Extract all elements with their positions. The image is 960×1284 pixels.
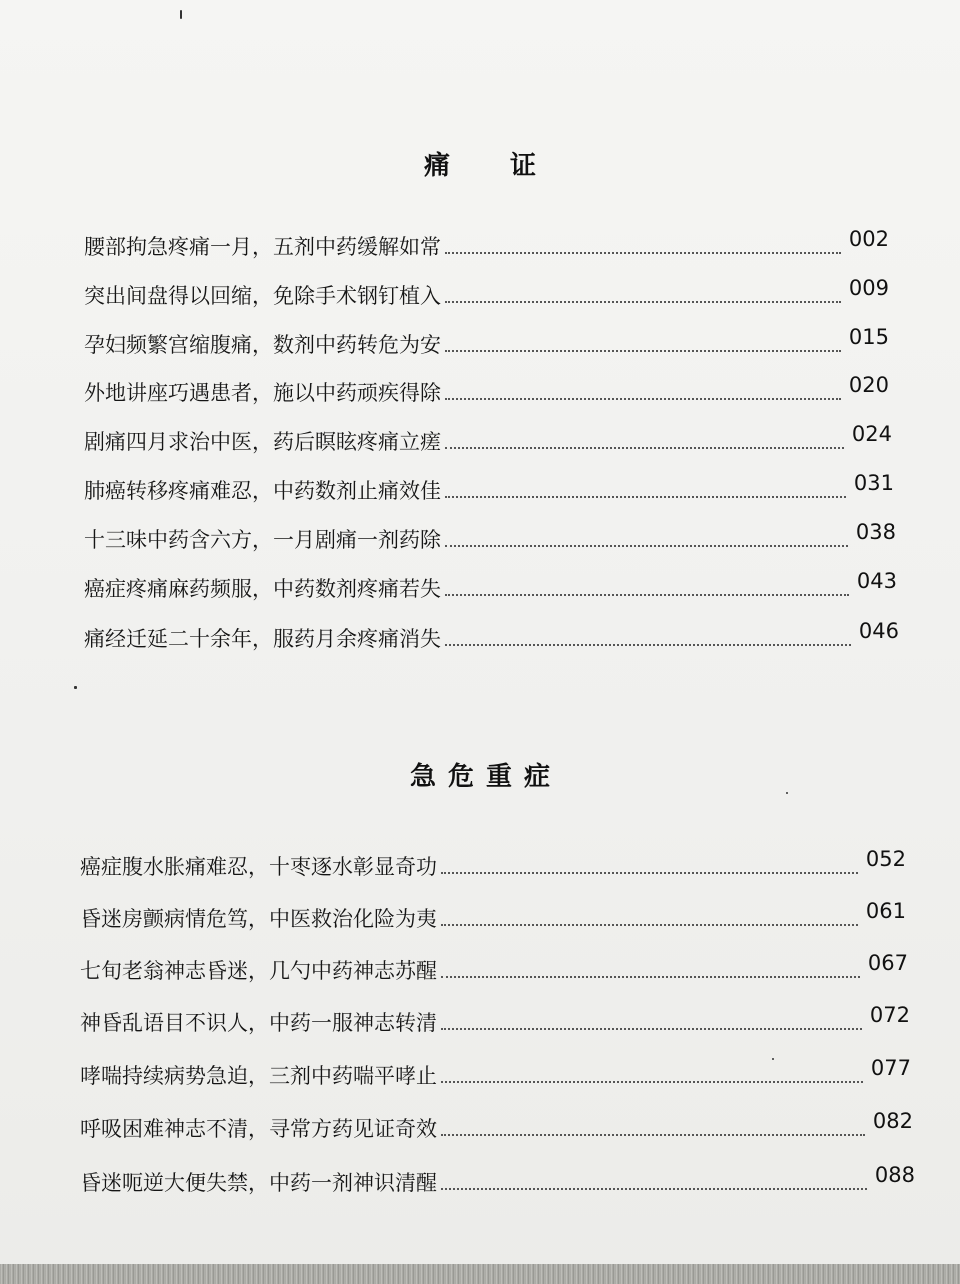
dot-leader — [441, 1081, 863, 1083]
dot-leader — [445, 594, 849, 596]
dot-leader — [441, 1028, 862, 1030]
section-title-pain — [0, 145, 960, 182]
section-title-char: 危 — [447, 762, 474, 792]
print-speck — [772, 1058, 774, 1060]
toc-entry-page: 024 — [851, 422, 892, 446]
toc-entry[interactable] — [80, 1002, 910, 1036]
dot-leader — [445, 496, 846, 498]
toc-entry-title: 肺癌转移疼痛难忍，中药数剂止痛效佳 — [84, 479, 441, 503]
toc-entry-page: 043 — [856, 569, 897, 593]
toc-entry-title: 呼吸困难神志不清，寻常方药见证奇效 — [80, 1117, 437, 1141]
dot-leader — [441, 1188, 867, 1190]
toc-entry-page: 088 — [874, 1163, 915, 1187]
toc-entry-page: 038 — [855, 520, 896, 544]
toc-entry[interactable] — [80, 950, 908, 984]
toc-entry[interactable] — [84, 372, 889, 406]
toc-entry-title: 哮喘持续病势急迫，三剂中药喘平哮止 — [80, 1064, 437, 1088]
toc-entry-title: 神昏乱语目不识人，中药一服神志转清 — [80, 1011, 437, 1035]
print-speck — [180, 10, 182, 19]
toc-entry[interactable] — [80, 1055, 911, 1089]
toc-entry-title: 突出间盘得以回缩，免除手术钢钉植入 — [84, 284, 441, 308]
toc-entry-title: 痛经迁延二十余年，服药月余疼痛消失 — [84, 627, 441, 651]
toc-entry[interactable] — [84, 421, 892, 455]
toc-entry[interactable] — [84, 618, 899, 652]
toc-entry[interactable] — [80, 1162, 915, 1196]
section-title-char: 症 — [524, 762, 551, 792]
section-title-char: 急 — [409, 762, 436, 792]
dot-leader — [441, 924, 858, 926]
dot-leader — [445, 350, 841, 352]
dot-leader — [445, 447, 844, 449]
toc-entry-page: 067 — [867, 951, 908, 975]
toc-entry[interactable] — [80, 846, 906, 880]
toc-entry-title: 昏迷呃逆大便失禁，中药一剂神识清醒 — [80, 1171, 437, 1195]
toc-entry[interactable] — [84, 226, 889, 260]
toc-entry-title: 七旬老翁神志昏迷，几勺中药神志苏醒 — [80, 959, 437, 983]
toc-entry-title: 剧痛四月求治中医，药后瞑眩疼痛立瘥 — [84, 430, 441, 454]
dot-leader — [441, 976, 860, 978]
dot-leader — [445, 398, 841, 400]
dot-leader — [445, 545, 848, 547]
scan-edge — [0, 1264, 960, 1284]
dot-leader — [445, 252, 841, 254]
toc-entry[interactable] — [80, 898, 906, 932]
toc-entry-page: 015 — [848, 325, 889, 349]
dot-leader — [445, 301, 841, 303]
toc-entry[interactable] — [80, 1108, 913, 1142]
toc-entry[interactable] — [84, 568, 897, 602]
section-title-emergency — [0, 756, 960, 793]
toc-entry-page: 077 — [870, 1056, 911, 1080]
toc-entry[interactable] — [84, 275, 889, 309]
toc-entry-title: 癌症疼痛麻药频服，中药数剂疼痛若失 — [84, 577, 441, 601]
toc-entry-page: 082 — [872, 1109, 913, 1133]
dot-leader — [445, 644, 851, 646]
section-title-char: 证 — [510, 151, 537, 181]
toc-entry-page: 052 — [865, 847, 906, 871]
section-title-char: 痛 — [423, 151, 450, 181]
toc-entry-title: 孕妇频繁宫缩腹痛，数剂中药转危为安 — [84, 333, 441, 357]
toc-entry[interactable] — [84, 324, 889, 358]
toc-entry-title: 癌症腹水胀痛难忍，十枣逐水彰显奇功 — [80, 855, 437, 879]
toc-entry-page: 046 — [858, 619, 899, 643]
toc-entry-title: 腰部拘急疼痛一月，五剂中药缓解如常 — [84, 235, 441, 259]
toc-entry-page: 061 — [865, 899, 906, 923]
toc-entry-page: 020 — [848, 373, 889, 397]
dot-leader — [441, 872, 858, 874]
section-title-char: 重 — [486, 762, 513, 792]
toc-entry-page: 072 — [869, 1003, 910, 1027]
toc-entry-title: 昏迷房颤病情危笃，中医救治化险为夷 — [80, 907, 437, 931]
toc-entry-page: 009 — [848, 276, 889, 300]
toc-entry-page: 031 — [853, 471, 894, 495]
toc-entry-page: 002 — [848, 227, 889, 251]
print-speck — [786, 792, 788, 794]
toc-entry-title: 外地讲座巧遇患者，施以中药顽疾得除 — [84, 381, 441, 405]
dot-leader — [441, 1134, 865, 1136]
toc-entry[interactable] — [84, 470, 894, 504]
print-speck — [74, 686, 77, 689]
toc-entry[interactable] — [84, 519, 896, 553]
toc-entry-title: 十三味中药含六方，一月剧痛一剂药除 — [84, 528, 441, 552]
